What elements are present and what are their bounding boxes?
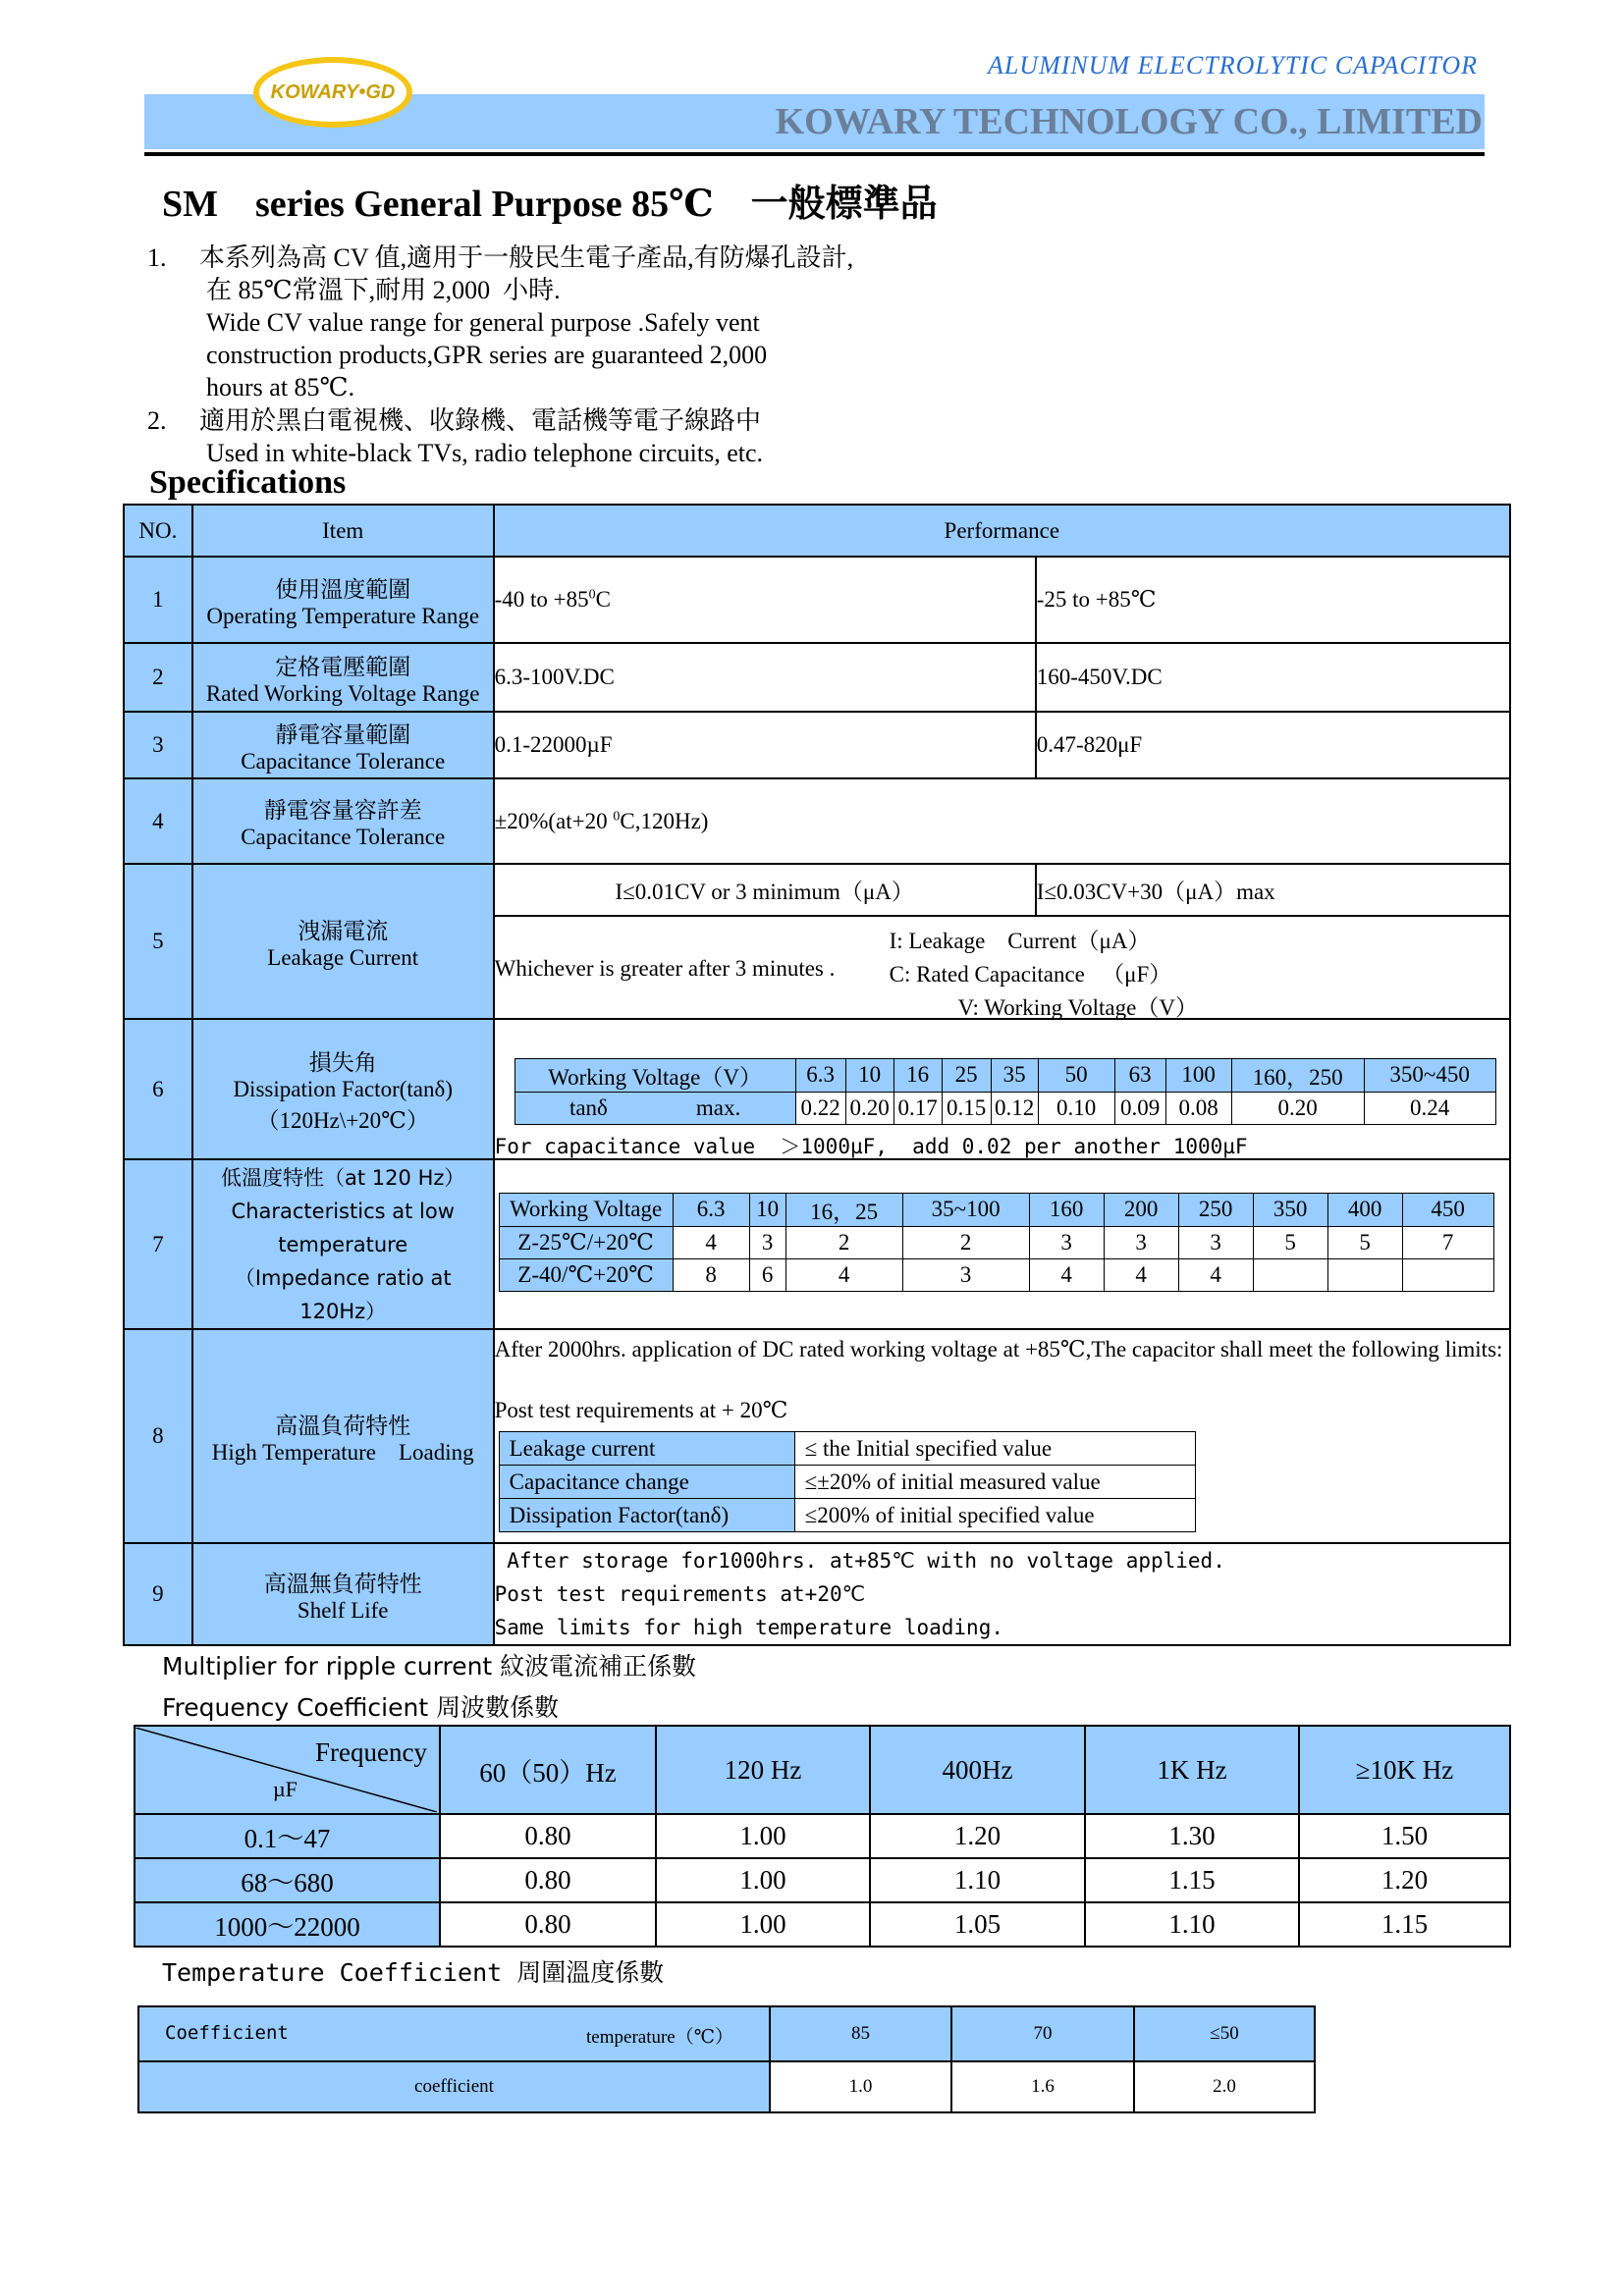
row-number: 7: [124, 1159, 192, 1329]
performance: ±20%(at+20 $^0$C,120Hz): [494, 778, 1510, 864]
freq-header: 120 Hz: [656, 1726, 870, 1814]
dissipation-note: For capacitance value ＞1000µF, add 0.02 per another 1000µF: [494, 1134, 1248, 1158]
header-rule: [144, 152, 1485, 156]
item-cell: 高溫無負荷特性 Shelf Life: [192, 1543, 494, 1645]
row-number: 2: [124, 643, 192, 712]
performance-a: -40 to $+85^0C$: [494, 557, 1036, 643]
intro-line: 在 85℃常溫下,耐用 2,000 小時.: [206, 276, 561, 304]
row-number: 9: [124, 1543, 192, 1645]
item-cell: 損失角 Dissipation Factor(tanδ) （120Hz\+20℃）: [192, 1019, 494, 1159]
item-cell: 使用溫度範圍 Operating Temperature Range: [192, 557, 494, 643]
temp-header: ≤50: [1134, 2006, 1315, 2061]
performance-a: I≤0.01CV or 3 minimum（μA）: [494, 864, 1036, 916]
table-row: [124, 1329, 1510, 1543]
table-row: [124, 557, 1510, 643]
header-performance: Performance: [494, 505, 1510, 557]
tan-label: tanδ max.: [514, 1092, 795, 1124]
dissipation-cell: [494, 1019, 1510, 1159]
working-voltage-label: Working Voltage: [499, 1193, 673, 1226]
freq-header: ≥10K Hz: [1299, 1726, 1510, 1814]
table-row: [124, 778, 1510, 864]
row-number: 6: [124, 1019, 192, 1159]
low-temp-table: Working Voltage 6.3 10 16，25 35~100 160 200 250 350 400 450 Z-25℃/+20℃ 4 3 2 2 3 3 3 5 5 7 Z-40/℃+20℃ 8 6 4 3 4 4 4: [499, 1193, 1494, 1292]
intro-line: 適用於黑白電視機、收錄機、電話機等電子線路中: [199, 406, 762, 435]
performance-b: 0.47-820μF: [1036, 712, 1510, 778]
specifications-table: [123, 504, 1511, 1646]
z25-label: Z-25℃/+20℃: [499, 1226, 673, 1258]
intro-line: Wide CV value range for general purpose .Safely vent: [206, 308, 760, 337]
performance-b: 160-450V.DC: [1036, 643, 1510, 712]
leakage-notes: I: Leakage Current（μA） Whichever is greater after 3 minutes . C: Rated Capacitance （μF） V: Working Voltage（V）: [494, 916, 1510, 1019]
post-test-requirements: Post test requirements at + 20℃: [494, 1398, 788, 1422]
document-subtitle: ALUMINUM ELECTROLYTIC CAPACITOR: [987, 51, 1478, 80]
temperature-coefficient-table: [137, 2005, 1316, 2113]
table-row: 0.1～47 0.80 1.00 1.20 1.30 1.50: [135, 1814, 1510, 1858]
coefficient-row-label: coefficient: [138, 2061, 770, 2112]
header-no: NO.: [124, 505, 192, 557]
item-cell: 靜電容量範圍 Capacitance Tolerance: [192, 712, 494, 778]
shelf-life-cell: After storage for1000hrs. at+85℃ with no voltage applied. Post test requirements at+20℃ Same limits for high temperature loading.: [494, 1543, 1510, 1645]
frequency-coefficient-table: [134, 1725, 1511, 1948]
frequency-coefficient-title: Frequency Coefficient 周波數係數: [162, 1693, 560, 1722]
specifications-heading: Specifications: [149, 464, 347, 501]
row-number: 3: [124, 712, 192, 778]
coefficient-label: Coefficient: [165, 2022, 289, 2044]
intro-line: 本系列為高 CV 值,適用于一般民生電子產品,有防爆孔設計,: [199, 243, 854, 272]
uf-label: µF: [273, 1777, 298, 1801]
table-row: [124, 1543, 1510, 1645]
ripple-title: Multiplier for ripple current 紋波電流補正係數: [162, 1652, 697, 1681]
intro-line: Used in white-black TVs, radio telephone circuits, etc.: [206, 439, 764, 467]
performance-b: -25 to +85℃: [1036, 557, 1510, 643]
row-number: 8: [124, 1329, 192, 1543]
table-row: [124, 712, 1510, 778]
table-header-row: [124, 505, 1510, 557]
intro-number-1: 1.: [147, 243, 167, 272]
limits-table: Leakage current ≤ the Initial specified value Capacitance change ≤±20% of initial measured value Dissipation Factor(tanδ) ≤200% of initial specified value: [499, 1431, 1196, 1532]
header-item: Item: [192, 505, 494, 557]
temp-corner-cell: [138, 2006, 770, 2061]
high-temp-cell: [494, 1329, 1510, 1543]
performance-a: 6.3-100V.DC: [494, 643, 1036, 712]
row-number: 5: [124, 864, 192, 1019]
intro-number-2: 2.: [147, 406, 167, 435]
temperature-label: temperature（℃）: [586, 2027, 733, 2048]
table-row: 1000～22000 0.80 1.00 1.05 1.10 1.15: [135, 1902, 1510, 1947]
high-temp-paragraph: After 2000hrs. application of DC rated working voltage at +85℃,The capacitor shall meet the following limits:: [494, 1337, 1503, 1362]
item-cell: 靜電容量容許差 Capacitance Tolerance: [192, 778, 494, 864]
table-row: [124, 864, 1510, 916]
dissipation-table: Working Voltage（V） 6.3 10 16 25 35 50 63 100 160，250 350~450 tanδ max. 0.22 0.20 0.17 0.15 0.12 0.10 0.09 0.08 0.20 0.24: [514, 1058, 1496, 1125]
performance-b: I≤0.03CV+30（μA）max: [1036, 864, 1510, 916]
performance-a: 0.1-22000µF: [494, 712, 1036, 778]
row-number: 4: [124, 778, 192, 864]
corner-cell: [135, 1726, 440, 1814]
item-cell: 低溫度特性（at 120 Hz） Characteristics at low temperature （Impedance ratio at 120Hz）: [192, 1159, 494, 1329]
row-number: 1: [124, 557, 192, 643]
table-row: [124, 1019, 1510, 1159]
table-row: [124, 643, 1510, 712]
z40-label: Z-40/℃+20℃: [499, 1258, 673, 1291]
table-row: 68～680 0.80 1.00 1.10 1.15 1.20: [135, 1858, 1510, 1902]
company-name: KOWARY TECHNOLOGY CO., LIMITED: [775, 101, 1483, 142]
low-temp-cell: [494, 1159, 1510, 1329]
freq-header: 1K Hz: [1085, 1726, 1299, 1814]
temperature-coefficient-title: Temperature Coefficient 周圍溫度係數: [162, 1958, 665, 1987]
intro-line: construction products,GPR series are guaranteed 2,000: [206, 341, 768, 369]
frequency-label: Frequency: [315, 1737, 427, 1767]
temp-header: 70: [951, 2006, 1134, 2061]
working-voltage-label: Working Voltage（V）: [514, 1058, 795, 1092]
item-cell: 定格電壓範圍 Rated Working Voltage Range: [192, 643, 494, 712]
series-title: SM series General Purpose 85℃ 一般標準品: [162, 184, 938, 225]
table-row: coefficient 1.0 1.6 2.0: [138, 2061, 1315, 2112]
intro-line: hours at 85℃.: [206, 373, 355, 401]
table-row: [124, 1159, 1510, 1329]
temp-header: 85: [770, 2006, 951, 2061]
freq-header: 400Hz: [870, 1726, 1085, 1814]
company-logo: KOWARY•GD: [253, 57, 412, 128]
freq-header: 60（50）Hz: [440, 1726, 656, 1814]
item-cell: 洩漏電流 Leakage Current: [192, 864, 494, 1019]
item-cell: 高溫負荷特性 High Temperature Loading: [192, 1329, 494, 1543]
